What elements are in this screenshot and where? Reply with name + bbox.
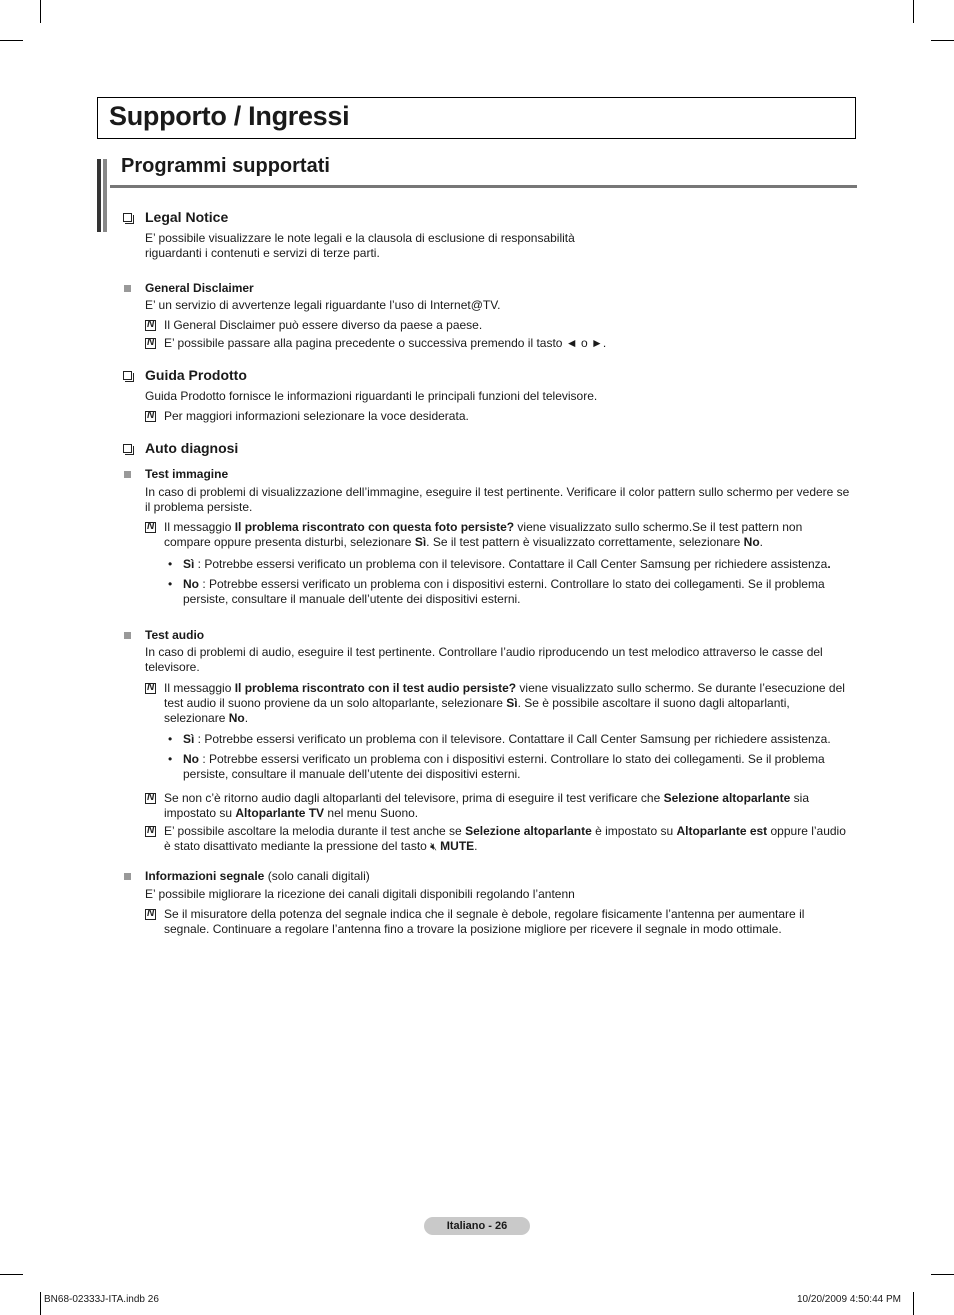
crop-mark [931, 1274, 954, 1275]
print-timestamp: 10/20/2009 4:50:44 PM [797, 1294, 901, 1305]
note-text: Per maggiori informazioni selezionare la voce desiderata. [164, 409, 469, 423]
note-icon [145, 320, 156, 331]
crop-mark [913, 1292, 914, 1315]
test-audio-note3: E’ possibile ascoltare la melodia durante il test anche se Selezione altoparlante è impostato su Altoparlante est oppure l’audio è stato disattivato mediante la pressione del tasto 🔇︎ MUTE. [164, 824, 846, 853]
test-immagine-bullet-si: Sì : Potrebbe essersi verificato un problema con il televisore. Contattare il Call Center Samsung per richiedere assistenza. [183, 557, 831, 571]
general-disclaimer-heading: General Disclaimer [145, 281, 254, 295]
test-immagine-note: Il messaggio Il problema riscontrato con questa foto persiste? viene visualizzato sullo schermo.Se il test pattern non compare oppure presenta disturbi, selezionare Sì. Se il test pattern è visualizzato correttamente, selezionare No. [164, 520, 803, 549]
test-audio-note2: Se non c’è ritorno audio dagli altoparlanti del televisore, prima di eseguire il test verificare che Selezione altoparlante sia impostato su Altoparlante TV nel menu Suono. [164, 791, 809, 820]
checkbox-bullet-icon [123, 444, 132, 453]
section-divider [110, 185, 857, 188]
page-title-box [97, 97, 856, 139]
crop-mark [0, 1274, 23, 1275]
test-audio-bullet-no: No : Potrebbe essersi verificato un problema con i dispositivi esterni. Controllare lo stato dei collegamenti. Se il problema persiste, consultare il manuale dell’utente dei dispositivi esterni. [183, 752, 825, 781]
mute-icon: 🔇︎ [430, 841, 441, 853]
note-text: Il General Disclaimer può essere diverso da paese a paese. [164, 318, 483, 332]
page-title: Supporto / Ingressi [109, 101, 350, 131]
crop-mark [931, 40, 954, 41]
crop-mark [40, 1292, 41, 1315]
crop-mark [0, 40, 23, 41]
guida-prodotto-text: Guida Prodotto fornisce le informazioni riguardanti le principali funzioni del televisore. [145, 389, 598, 403]
test-audio-text: In caso di problemi di audio, eseguire il test pertinente. Controllare l’audio riproducendo un test melodico attraverso le casse del televisore. [145, 645, 823, 674]
auto-diagnosi-heading: Auto diagnosi [145, 440, 239, 456]
informazioni-segnale-note: Se il misuratore della potenza del segnale indica che il segnale è debole, regolare fisicamente l’antenna per aumentare il segnale. Continuare a regolare l’antenna fino a trovare la posizione migliore per ricevere il segnale in modo ottimale. [164, 907, 805, 936]
crop-mark [40, 0, 41, 23]
test-immagine-bullet-no: No : Potrebbe essersi verificato un problema con i dispositivi esterni. Controllare lo stato dei collegamenti. Se il problema persiste, consultare il manuale dell’utente dei dispositivi esterni. [183, 577, 825, 606]
square-bullet-icon [124, 632, 131, 639]
informazioni-segnale-heading: Informazioni segnale (solo canali digitali) [145, 869, 370, 883]
checkbox-bullet-icon [123, 213, 132, 222]
bullet-dot: • [168, 557, 173, 571]
square-bullet-icon [124, 285, 131, 292]
bullet-dot: • [168, 577, 173, 591]
test-immagine-heading: Test immagine [145, 467, 229, 481]
note-icon [145, 411, 156, 422]
note-text: E’ possibile passare alla pagina precedente o successiva premendo il tasto ◄ o ►. [164, 336, 607, 350]
legal-notice-text: E’ possibile visualizzare le note legali e la clausola di esclusione di responsabilità riguardanti i contenuti e servizi di terze parti. [145, 231, 575, 260]
bullet-dot: • [168, 752, 173, 766]
section-marker [97, 159, 109, 232]
page-number-badge: Italiano - 26 [424, 1217, 530, 1235]
test-audio-note: Il messaggio Il problema riscontrato con il test audio persiste? viene visualizzato sullo schermo. Se durante l’esecuzione del test audio il suono proviene da un solo altoparlante, selezionare Sì. Se è possibile ascoltare il suono dagli altoparlanti, selezionare No. [164, 681, 845, 725]
note-icon [145, 683, 156, 694]
note-icon [145, 522, 156, 533]
note-icon [145, 826, 156, 837]
square-bullet-icon [124, 873, 131, 880]
section-title: Programmi supportati [121, 155, 330, 177]
note-icon [145, 338, 156, 349]
note-icon [145, 793, 156, 804]
crop-mark [913, 0, 914, 23]
bullet-dot: • [168, 732, 173, 746]
square-bullet-icon [124, 471, 131, 478]
general-disclaimer-text: E’ un servizio di avvertenze legali riguardante l’uso di Internet@TV. [145, 298, 501, 312]
guida-prodotto-heading: Guida Prodotto [145, 367, 247, 383]
test-audio-heading: Test audio [145, 628, 205, 642]
legal-notice-heading: Legal Notice [145, 209, 229, 225]
test-immagine-text: In caso di problemi di visualizzazione dell’immagine, eseguire il test pertinente. Verificare il color pattern sullo schermo per vedere se il problema persiste. [145, 485, 850, 514]
informazioni-segnale-text: E’ possibile migliorare la ricezione dei canali digitali disponibili regolando l’antenn [145, 887, 575, 901]
file-info: BN68-02333J-ITA.indb 26 [44, 1294, 159, 1305]
test-audio-bullet-si: Sì : Potrebbe essersi verificato un problema con il televisore. Contattare il Call Center Samsung per richiedere assistenza. [183, 732, 831, 746]
note-icon [145, 909, 156, 920]
checkbox-bullet-icon [123, 371, 132, 380]
